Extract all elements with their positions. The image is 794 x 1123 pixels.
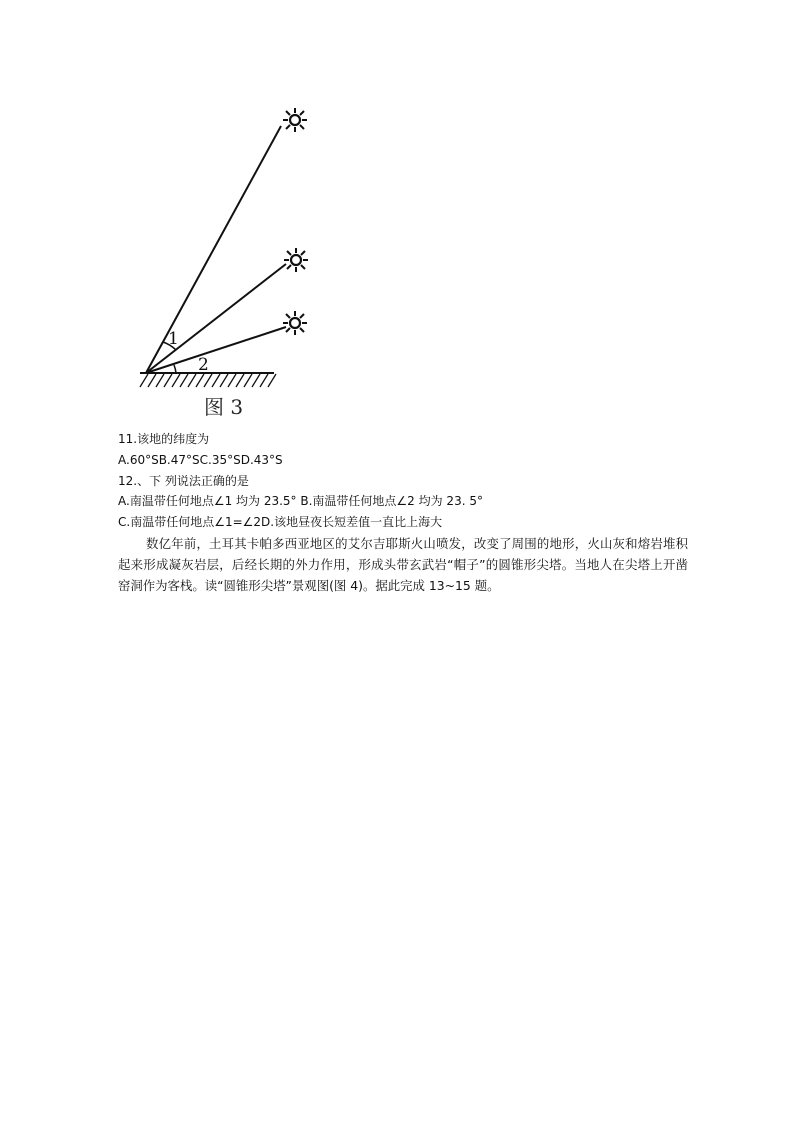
question-12-options-cd: C.南温带任何地点∠1=∠2D.该地昼夜长短差值一直比上海大 [118, 515, 443, 529]
sun-angle-diagram [118, 100, 328, 425]
figure-3-sun-angle-diagram [118, 100, 328, 425]
angle-1-label: 1 [168, 329, 179, 349]
ground-hatching [140, 374, 276, 387]
sun-ray-middle [146, 264, 286, 373]
passage-paragraph: 数亿年前，土耳其卡帕多西亚地区的艾尔吉耶斯火山喷发，改变了周围的地形，火山灰和熔岩堆积起来形成凝灰岩层，后经长期的外力作用，形成头带玄武岩“帽子”的圆锥形尖塔。当地人在尖塔上开凿窑洞作为客栈。读“圆锥形尖塔”景观图(图 4)。据此完成 13~15 题。 [118, 536, 688, 593]
question-12-options-ab: A.南温带任何地点∠1 均为 23.5° B.南温带任何地点∠2 均为 23. 5° [118, 494, 483, 508]
figure-caption: 图 3 [204, 395, 244, 419]
question-11-options: A.60°SB.47°SC.35°SD.43°S [118, 453, 283, 467]
sun-icon [283, 108, 307, 132]
sun-icon [283, 311, 307, 335]
sun-icon [284, 248, 308, 272]
angle-2-label: 2 [198, 355, 209, 375]
angle-arc-2 [174, 365, 176, 373]
question-12-stem: 12.、下 列说法正确的是 [118, 474, 249, 488]
question-11-stem: 11.该地的纬度为 [118, 432, 210, 446]
